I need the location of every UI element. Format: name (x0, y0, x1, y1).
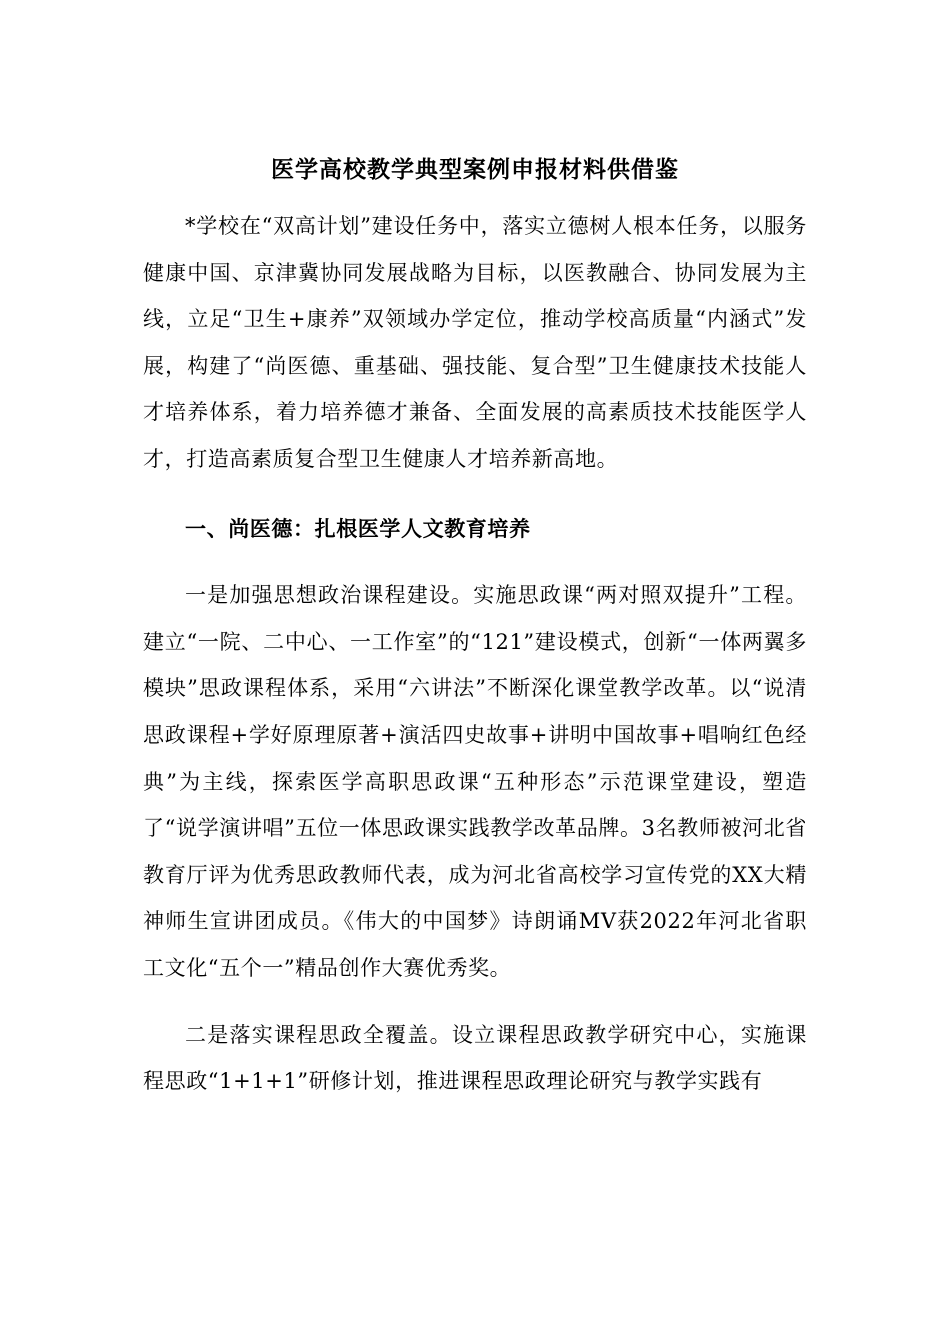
document-title: 医学高校教学典型案例申报材料供借鉴 (271, 156, 679, 183)
section-paragraph-2: 二是落实课程思政全覆盖。设立课程思政教学研究中心，实施课程思政“1+1+1”研修计划，推进课程思政理论研究与教学实践有 (143, 1022, 807, 1094)
intro-paragraph: *学校在“双高计划”建设任务中，落实立德树人根本任务，以服务健康中国、京津冀协同发展战略为目标，以医教融合、协同发展为主线，立足“卫生+康养”双领域办学定位，推动学校高质量“内涵式”发展，构建了“尚医德、重基础、强技能、复合型”卫生健康技术技能人才培养体系，着力培养德才兼备、全面发展的高素质技术技能医学人才，打造高素质复合型卫生健康人才培养新高地。 (143, 214, 807, 471)
section-paragraph-1: 一是加强思想政治课程建设。实施思政课“两对照双提升”工程。建立“一院、二中心、一工作室”的“121”建设模式，创新“一体两翼多模块”思政课程体系，采用“六讲法”不断深化课堂教学改革。以“说清思政课程+学好原理原著+演活四史故事+讲明中国故事+唱响红色经典”为主线，探索医学高职思政课“五种形态”示范课堂建设，塑造了“说学演讲唱”五位一体思政课实践教学改革品牌。3名教师被河北省教育厅评为优秀思政教师代表，成为河北省高校学习宣传党的XX大精神师生宣讲团成员。《伟大的中国梦》诗朗诵MV获2022年河北省职工文化“五个一”精品创作大赛优秀奖。 (143, 583, 807, 980)
document-body (143, 203, 807, 1105)
section-heading: 一、尚医德：扎根医学人文教育培养 (185, 515, 531, 541)
